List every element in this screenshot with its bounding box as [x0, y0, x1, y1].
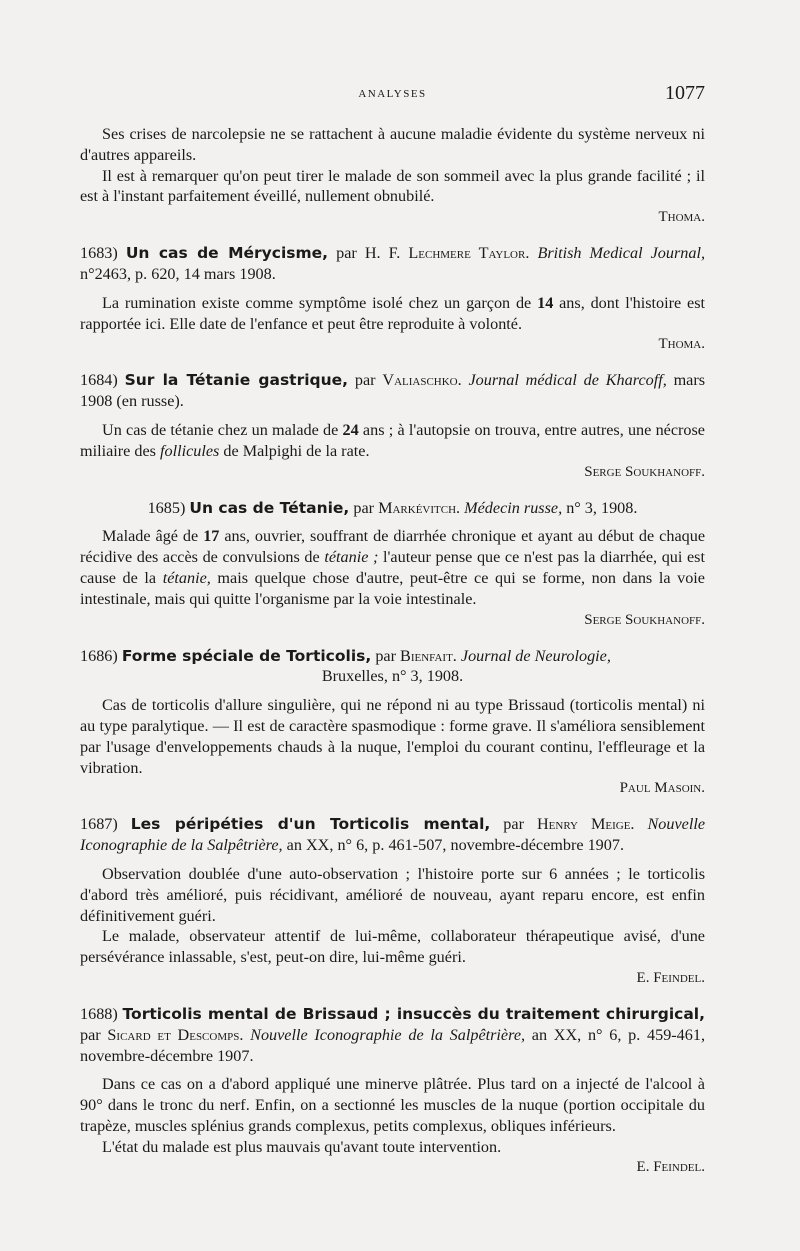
entry-number: 1688) — [80, 1004, 118, 1023]
entry-1683 — [80, 243, 705, 354]
entry-journal: Nouvelle Iconographie de la Salpêtrière, — [250, 1025, 526, 1044]
entry-journal: Journal médical de Kharcoff, — [468, 371, 667, 390]
entry-details: Bruxelles, n° 3, 1908. — [321, 667, 464, 686]
page-body — [80, 124, 705, 1177]
reference — [80, 646, 705, 688]
by-word: par — [503, 815, 524, 834]
signature: Serge Soukhanoff. — [584, 463, 705, 480]
entry-title: Sur la Tétanie gastrique, — [124, 371, 349, 390]
entry-author: H. F. Lechmere Taylor. — [364, 244, 530, 263]
entry-journal: Nouvelle Iconographie de la Salpêtrière, — [80, 815, 706, 855]
abstract-italic: tétanie ; — [324, 548, 379, 567]
abstract-text: ans ; à l'autopsie on trouva, entre autres, une nécrose miliaire des — [80, 420, 705, 460]
abstract-text: Un cas de tétanie chez un malade de — [102, 420, 343, 439]
entry-number: 1683) — [80, 244, 118, 263]
page-number: 1077 — [665, 82, 705, 104]
entry-title: Les péripéties d'un Torticolis mental, — [130, 815, 491, 834]
reference — [80, 370, 705, 412]
entry-number: 1687) — [80, 815, 118, 834]
abstract — [80, 420, 705, 462]
by-word: par — [354, 371, 376, 390]
entry-journal: Journal de Neurologie, — [460, 646, 611, 665]
entry-1685 — [80, 498, 705, 630]
reference — [80, 498, 705, 519]
signature: Thoma. — [658, 209, 705, 226]
entry-author: Bienfait. — [400, 646, 457, 665]
entry-1687 — [80, 814, 705, 988]
abstract-text: ans, ouvrier, souffrant de diarrhée chronique et ayant au début de chaque récidive des accès de convulsions de — [80, 527, 706, 567]
entry-number: 1685) — [147, 498, 186, 517]
signature: Serge Soukhanoff. — [584, 611, 705, 628]
entry-title: Un cas de Tétanie, — [189, 498, 350, 517]
reference — [80, 1004, 705, 1066]
entry-title: Un cas de Mérycisme, — [125, 244, 329, 263]
entry-number: 1686) — [80, 646, 118, 665]
entry-details: an XX, n° 6, p. 459-461, novembre-décembre 1907. — [80, 1025, 706, 1065]
paragraph: Le malade, observateur attentif de lui-même, collaborateur thérapeutique avisé, d'une persévérance inlassable, s'est, peut-on dire, lui-même guéri. — [80, 927, 705, 967]
entry-1688 — [80, 1004, 705, 1178]
entry-author: Markévitch. — [378, 498, 461, 517]
abstract-italic: tétanie, — [162, 568, 211, 587]
signature: Thoma. — [658, 336, 705, 353]
signature: E. Feindel. — [636, 1159, 705, 1176]
paragraph: Observation doublée d'une auto-observation ; l'histoire porte sur 6 années ; le torticolis d'abord très amélioré, puis récidivant, amélioré de nouveau, ayant reparu encore, est enfin définitivement guéri. — [80, 864, 705, 925]
entry-continuation — [80, 124, 705, 227]
entry-1686 — [80, 646, 705, 799]
entry-author: Henry Meige. — [536, 815, 635, 834]
signature: E. Feindel. — [636, 969, 705, 986]
signature: Paul Masoin. — [619, 780, 705, 797]
entry-author: Sicard et Descomps. — [107, 1025, 244, 1044]
abstract-bold: 17 — [203, 527, 220, 546]
abstract-text: de Malpighi de la rate. — [219, 441, 370, 460]
entry-journal: British Medical Journal, — [537, 244, 706, 263]
paragraph: Il est à remarquer qu'on peut tirer le malade de son sommeil avec la plus grande facilité ; il est à l'instant parfaitement éveillé, nullement obnubilé. — [80, 166, 705, 206]
abstract — [80, 526, 705, 609]
entry-details: n°2463, p. 620, 14 mars 1908. — [80, 264, 276, 283]
abstract-text: ans, dont l'histoire est rapportée ici. Elle date de l'enfance et peut être reproduite à volonté. — [80, 293, 705, 333]
entry-1684 — [80, 370, 705, 481]
abstract-bold: 24 — [342, 420, 359, 439]
paragraph: L'état du malade est plus mauvais qu'avant toute intervention. — [102, 1137, 502, 1156]
abstract-italic: follicules — [160, 441, 220, 460]
entry-details: an XX, n° 6, p. 461-507, novembre-décembre 1907. — [286, 836, 624, 855]
reference — [80, 243, 705, 285]
abstract-bold: 14 — [537, 293, 554, 312]
reference — [80, 814, 705, 856]
entry-journal: Médecin russe, — [464, 498, 563, 517]
by-word: par — [375, 646, 396, 665]
entry-details: mars 1908 (en russe). — [80, 371, 706, 411]
entry-author: Valiaschko. — [382, 371, 462, 390]
entry-number: 1684) — [80, 371, 118, 390]
entry-title: Forme spéciale de Torticolis, — [121, 646, 372, 665]
by-word: par — [353, 498, 375, 517]
abstract-text: La rumination existe comme symptôme isolé chez un garçon de — [102, 293, 538, 312]
abstract — [80, 293, 705, 335]
abstract — [80, 695, 705, 778]
abstract-text: mais quelque chose d'autre, peut-être ce qui se forme, non dans la voie intestinale, mais qui quitte l'organisme par la voie intestinale. — [80, 568, 705, 608]
paragraph: Dans ce cas on a d'abord appliqué une minerve plâtrée. Plus tard on a injecté de l'alcool à 90° dans le tronc du nerf. Enfin, on a sectionné les muscles de la nuque (portion occipitale du trapèze, muscles splénius grands complexus, petits complexus, obliques inférieurs. — [80, 1075, 705, 1135]
entry-title: Torticolis mental de Brissaud ; insuccès du traitement chirurgical, — [122, 1004, 705, 1023]
abstract-text: l'auteur pense que ce n'est pas la diarrhée, qui est cause de la — [80, 548, 705, 587]
running-head: ANALYSES — [358, 88, 427, 100]
abstract-text: Malade âgé de — [102, 527, 204, 546]
abstract-text: Cas de torticolis d'allure singulière, qui ne répond ni au type Brissaud (torticolis mental) ni au type paralytique. — Il est de caractère spasmodique : forme grave. Il s'améliora sensiblement par l'usage d'enveloppements chauds à la nuque, l'emploi du courant continu, l'effleurage et la vibration. — [80, 696, 705, 777]
by-word: par — [80, 1025, 101, 1044]
entry-details: n° 3, 1908. — [566, 498, 638, 517]
page-header — [80, 82, 705, 106]
paragraph: Ses crises de narcolepsie ne se rattachent à aucune maladie évidente du système nerveux ni d'autres appareils. — [80, 125, 705, 164]
by-word: par — [336, 244, 357, 263]
